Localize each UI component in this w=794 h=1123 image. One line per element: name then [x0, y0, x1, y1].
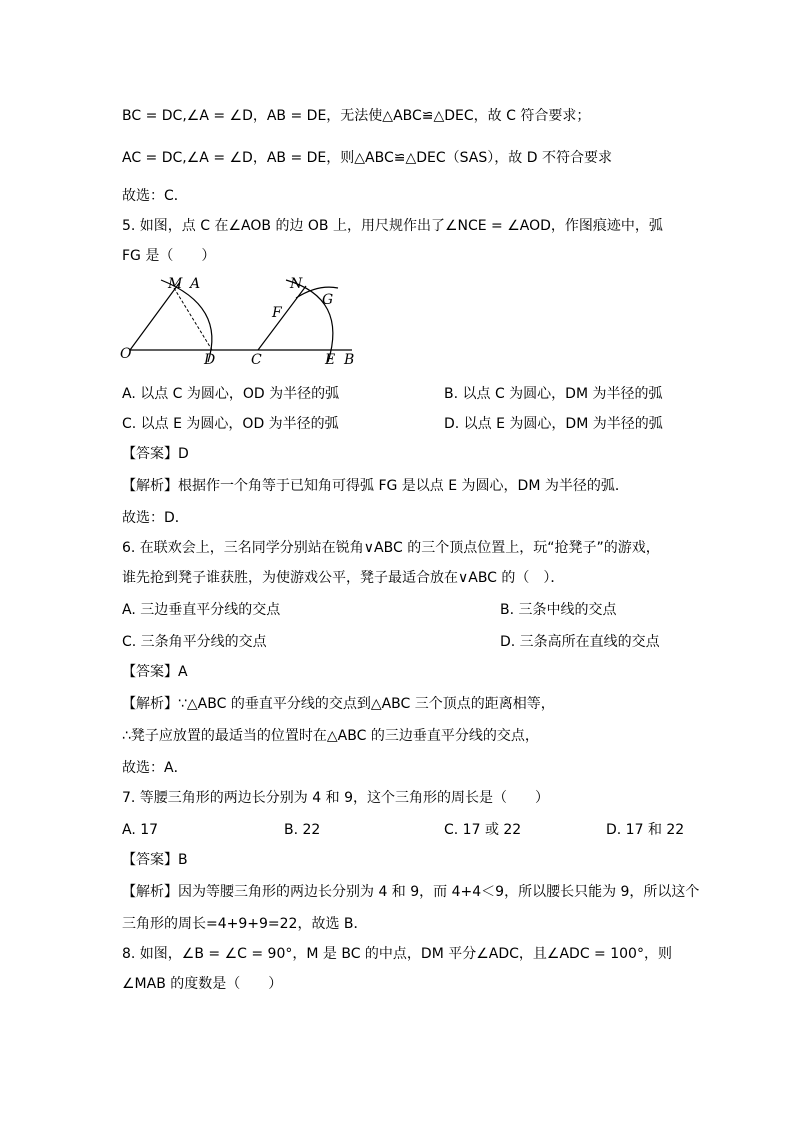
- label-a: A: [190, 276, 201, 292]
- label-g: G: [322, 292, 334, 308]
- label-n: N: [290, 276, 303, 292]
- dashed-md: [174, 288, 212, 350]
- q8-stem-1: 8. 如图，∠B = ∠C = 90°，M 是 BC 的中点，DM 平分∠ADC，且∠ADC = 100°，则: [122, 946, 672, 962]
- q7-stem: 7. 等腰三角形的两边长分别为 4 和 9，这个三角形的周长是（ ）: [122, 790, 549, 806]
- label-m: M: [168, 276, 183, 292]
- line-1: BC = DC,∠A = ∠D，AB = DE，无法使△ABC≌△DEC，故 C 符合要求；: [122, 108, 591, 124]
- q8-stem-2: ∠MAB 的度数是（ ）: [122, 976, 283, 992]
- q5-option-b: B. 以点 C 为圆心，DM 为半径的弧: [444, 386, 663, 402]
- q6-option-c: C. 三条角平分线的交点: [122, 634, 267, 650]
- q6-answer: 【答案】A: [122, 664, 188, 680]
- q5-option-c: C. 以点 E 为圆心，OD 为半径的弧: [122, 416, 339, 432]
- q7-option-d: D. 17 和 22: [606, 822, 685, 838]
- q5-stem-2: FG 是（ ）: [122, 248, 216, 264]
- q6-selection: 故选：A．: [122, 760, 188, 776]
- q6-stem-2: 谁先抢到凳子谁获胜，为使游戏公平，凳子最适合放在∨ABC 的（ ）．: [122, 570, 565, 586]
- q5-selection: 故选：D．: [122, 510, 189, 526]
- line-2: AC = DC,∠A = ∠D，AB = DE，则△ABC≌△DEC（SAS），故 D 不符合要求: [122, 150, 612, 166]
- q7-option-b: B. 22: [284, 822, 321, 838]
- ray-oa: [130, 282, 180, 350]
- label-e: E: [325, 352, 336, 368]
- geometry-figure: [116, 272, 366, 372]
- q5-answer: 【答案】D: [122, 446, 189, 462]
- label-c: C: [251, 352, 262, 368]
- q6-option-a: A. 三边垂直平分线的交点: [122, 602, 281, 618]
- label-d: D: [204, 352, 216, 368]
- label-f: F: [272, 305, 282, 321]
- line-3: 故选：C．: [122, 188, 188, 204]
- label-b: B: [344, 352, 355, 368]
- q6-stem-1: 6. 在联欢会上，三名同学分别站在锐角∨ABC 的三个顶点位置上，玩“抢凳子”的游戏，: [122, 540, 660, 556]
- label-o: O: [120, 346, 132, 362]
- q5-stem-1: 5. 如图，点 C 在∠AOB 的边 OB 上，用尺规作出了∠NCE = ∠AOD，作图痕迹中，弧: [122, 218, 663, 234]
- q6-explanation-2: ∴凳子应放置的最适当的位置时在△ABC 的三边垂直平分线的交点，: [122, 728, 539, 744]
- q5-option-d: D. 以点 E 为圆心，DM 为半径的弧: [444, 416, 663, 432]
- q6-option-d: D. 三条高所在直线的交点: [500, 634, 660, 650]
- q7-explanation-1: 【解析】因为等腰三角形的两边长分别为 4 和 9，而 4+4＜9，所以腰长只能为 9，所以这个: [122, 884, 700, 900]
- q6-option-b: B. 三条中线的交点: [500, 602, 617, 618]
- q5-explanation: 【解析】根据作一个角等于已知角可得弧 FG 是以点 E 为圆心，DM 为半径的弧．: [122, 478, 629, 494]
- q7-explanation-2: 三角形的周长=4+9+9=22，故选 B．: [122, 916, 368, 932]
- q5-option-a: A. 以点 C 为圆心，OD 为半径的弧: [122, 386, 340, 402]
- q7-answer: 【答案】B: [122, 852, 188, 868]
- q6-explanation-1: 【解析】∵△ABC 的垂直平分线的交点到△ABC 三个顶点的距离相等，: [122, 696, 555, 712]
- q7-option-c: C. 17 或 22: [444, 822, 522, 838]
- q7-option-a: A. 17: [122, 822, 159, 838]
